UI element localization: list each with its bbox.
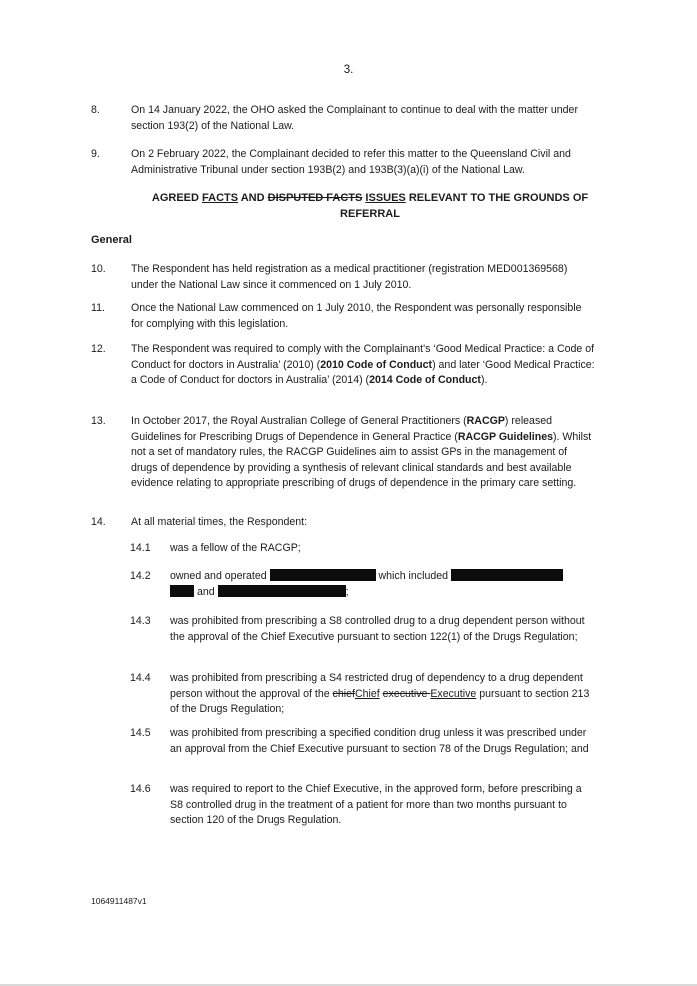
- paragraph-text: At all material times, the Respondent:: [131, 516, 308, 528]
- inserted-text: FACTS: [202, 192, 239, 204]
- redaction-block: [218, 585, 346, 597]
- paragraph-12: [91, 342, 596, 389]
- paragraph-9: [91, 147, 596, 178]
- subparagraph-14-6: [130, 782, 595, 829]
- subparagraph-text: was prohibited from prescribing a S4 restricted drug of dependency to a drug dependent person without the approval of the chiefChief executive Executive pursuant to section 213 of the Drugs Regulation;: [170, 672, 590, 715]
- paragraph-14: [91, 515, 596, 531]
- paragraph-text: On 2 February 2022, the Complainant decided to refer this matter to the Queensland Civil and Administrative Tribunal under section 193B(2) and 193B(3)(a)(i) of the National Law.: [131, 148, 571, 176]
- subparagraph-14-4: [130, 671, 595, 718]
- paragraph-10: [91, 262, 596, 293]
- redaction-block: [451, 569, 563, 581]
- defined-term: RACGP: [466, 415, 505, 427]
- paragraph-number: 10.: [91, 263, 106, 275]
- defined-term: 2014 Code of Conduct: [369, 374, 481, 386]
- inserted-text: Executive: [430, 687, 477, 700]
- deleted-text: executive: [382, 687, 431, 700]
- subparagraph-number: 14.4: [130, 672, 151, 684]
- paragraph-number: 11.: [91, 302, 105, 314]
- subheading-general: General: [91, 234, 132, 246]
- subparagraph-text: was prohibited from prescribing a specified condition drug unless it was prescribed under an approval from the Chief Executive pursuant to section 78 of the Drugs Regulation; and: [170, 727, 589, 755]
- subparagraph-number: 14.3: [130, 615, 151, 627]
- deleted-text: DISPUTED FACTS: [267, 192, 363, 204]
- subparagraph-14-1: [130, 541, 595, 557]
- subparagraph-number: 14.5: [130, 727, 151, 739]
- redaction-block: [170, 585, 194, 597]
- redaction-block: [270, 569, 376, 581]
- deleted-text: chief: [332, 687, 355, 700]
- paragraph-number: 13.: [91, 415, 106, 427]
- subparagraph-text: owned and operated which included and ;: [170, 569, 595, 600]
- paragraph-text: The Respondent has held registration as a medical practitioner (registration MED001369568) under the National Law since it commenced on 1 July 2010.: [131, 263, 568, 291]
- paragraph-text: On 14 January 2022, the OHO asked the Complainant to continue to deal with the matter under section 193(2) of the National Law.: [131, 104, 578, 132]
- subparagraph-number: 14.1: [130, 542, 151, 554]
- subparagraph-text: was a fellow of the RACGP;: [170, 542, 301, 554]
- paragraph-text: Once the National Law commenced on 1 July 2010, the Respondent was personally responsible for complying with this legislation.: [131, 302, 582, 330]
- paragraph-number: 12.: [91, 343, 106, 355]
- defined-term: RACGP Guidelines: [457, 430, 553, 443]
- paragraph-number: 9.: [91, 148, 100, 160]
- paragraph-13: [91, 414, 596, 492]
- subparagraph-text: was prohibited from prescribing a S8 controlled drug to a drug dependent person without the approval of the Chief Executive pursuant to section 122(1) of the Drugs Regulation;: [170, 615, 585, 643]
- paragraph-text: The Respondent was required to comply with the Complainant's ‘Good Medical Practice: a Code of Conduct for doctors in Australia’ (2010) (2010 Code of Conduct) and later ‘Good Medical Practice: a Code of Conduct for doctors in Australia’ (2014) (2014 Code of Conduct).: [131, 343, 595, 386]
- paragraph-number: 14.: [91, 516, 106, 528]
- page-number: 3.: [343, 64, 354, 76]
- paragraph-number: 8.: [91, 104, 100, 116]
- paragraph-8: [91, 103, 596, 134]
- subparagraph-14-2: [130, 569, 595, 600]
- inserted-text: Chief: [354, 687, 380, 700]
- paragraph-text: In October 2017, the Royal Australian College of General Practitioners (RACGP) released Guidelines for Prescribing Drugs of Dependence in General Practice (RACGP Guidelines). Whilst not a set of mandatory rules, the RACGP Guidelines aim to assist GPs in the management of drugs of dependence by providing a synthesis of relevant clinical standards and best available evidence relating to appropriate prescribing of drugs of dependence in the primary care setting.: [131, 415, 592, 489]
- subparagraph-text: was required to report to the Chief Executive, in the approved form, before prescribing a S8 controlled drug in the treatment of a patient for more than two months pursuant to section 120 of the Drugs Regulation.: [170, 783, 582, 826]
- document-reference: 1064911487v1: [91, 896, 147, 906]
- subparagraph-number: 14.6: [130, 783, 151, 795]
- subparagraph-number: 14.2: [130, 570, 151, 582]
- defined-term: 2010 Code of Conduct: [320, 358, 433, 371]
- paragraph-11: [91, 301, 596, 332]
- subparagraph-14-3: [130, 614, 595, 645]
- section-heading: AGREED FACTS AND DISPUTED FACTS ISSUES RELEVANT TO THE GROUNDS OF REFERRAL: [151, 192, 589, 220]
- inserted-text: ISSUES: [365, 192, 406, 204]
- subparagraph-14-5: [130, 726, 595, 757]
